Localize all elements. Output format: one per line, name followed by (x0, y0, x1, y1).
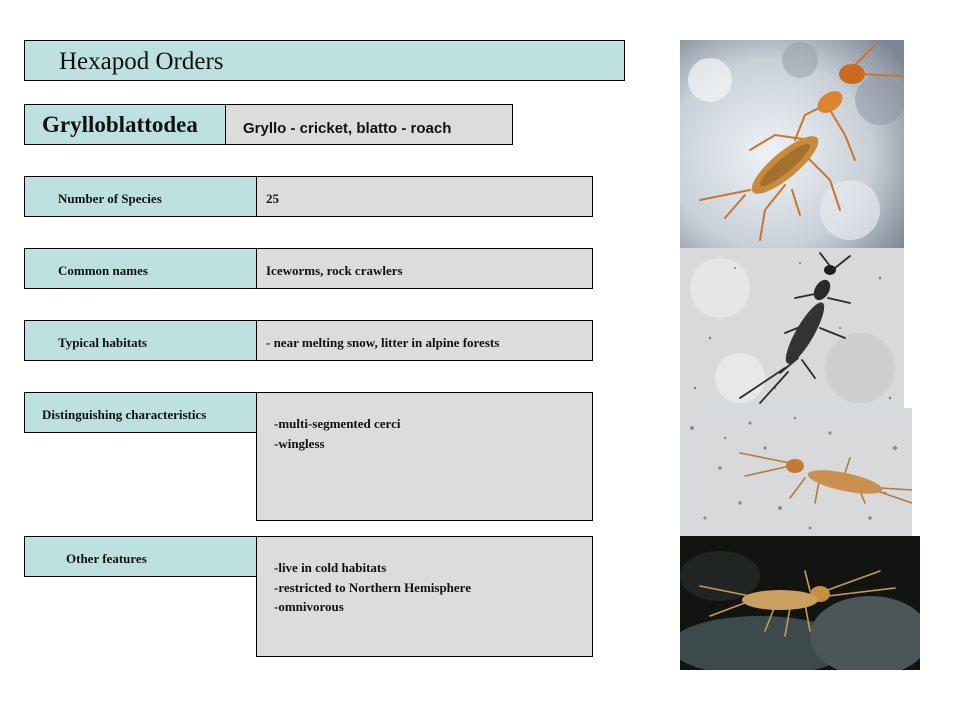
habitats-value: - near melting snow, litter in alpine forests (266, 335, 500, 350)
other-features-value-box (256, 536, 593, 657)
common-names-label: Common names (58, 263, 148, 278)
photo-orange-iceworm-snow (680, 40, 904, 248)
distinguishing-item: -multi-segmented cerci (274, 416, 401, 431)
species-label-box (24, 176, 258, 217)
photo-iceworm-gravel (680, 408, 912, 536)
distinguishing-item: -wingless (274, 436, 325, 451)
other-features-label-box (24, 536, 258, 577)
common-names-value: Iceworms, rock crawlers (266, 263, 403, 278)
photo-dark-iceworm-snow (680, 248, 904, 408)
habitats-value-box (256, 320, 593, 361)
etymology-box (225, 104, 513, 145)
distinguishing-label-box (24, 392, 258, 433)
order-name: Grylloblattodea (42, 112, 198, 137)
etymology-text: Gryllo - cricket, blatto - roach (243, 120, 452, 137)
common-names-value-box (256, 248, 593, 289)
page-title: Hexapod Orders (59, 48, 224, 75)
other-feature-item: -live in cold habitats (274, 560, 387, 575)
other-feature-item: -omnivorous (274, 599, 344, 614)
habitats-label: Typical habitats (58, 335, 147, 350)
order-name-box (24, 104, 226, 145)
other-features-label: Other features (66, 551, 147, 566)
species-value-box (256, 176, 593, 217)
photo-iceworm-dark-rock (680, 536, 920, 670)
other-feature-item: -restricted to Northern Hemisphere (274, 580, 471, 595)
species-label: Number of Species (58, 191, 162, 206)
habitats-label-box (24, 320, 258, 361)
distinguishing-label: Distinguishing characteristics (42, 407, 207, 422)
species-value: 25 (266, 191, 279, 206)
distinguishing-value-box (256, 392, 593, 521)
common-names-label-box (24, 248, 258, 289)
page-title-bar (24, 40, 625, 81)
